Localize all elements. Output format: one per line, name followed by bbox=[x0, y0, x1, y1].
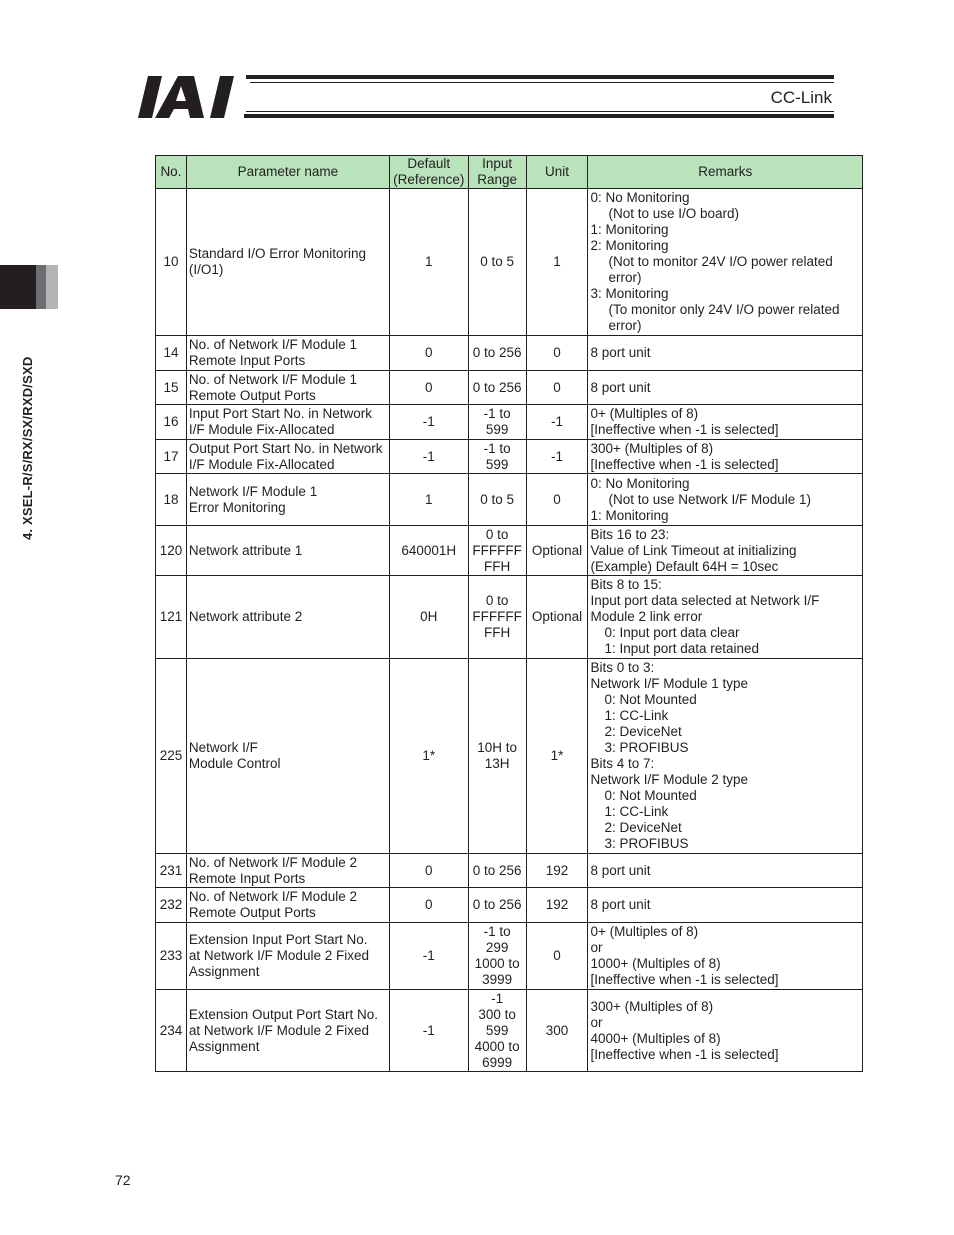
remark-line: 1: CC-Link bbox=[604, 804, 669, 819]
chapter-tab-marker bbox=[0, 265, 36, 309]
table-row bbox=[156, 526, 863, 576]
header-rule-top-thin bbox=[250, 82, 834, 83]
param-no: 231 bbox=[156, 854, 187, 888]
param-no: 233 bbox=[156, 923, 187, 990]
param-no: 14 bbox=[156, 336, 187, 371]
param-unit: -1 bbox=[526, 405, 588, 440]
param-name-line: at Network I/F Module 2 Fixed bbox=[188, 948, 369, 963]
remark-line: 0: Input port data clear bbox=[604, 625, 740, 640]
param-name-line: Module Control bbox=[188, 756, 281, 771]
remark-line: 0: No Monitoring bbox=[590, 190, 690, 205]
param-unit: 1 bbox=[526, 189, 588, 336]
param-unit: 1* bbox=[526, 659, 588, 854]
param-no: 232 bbox=[156, 888, 187, 923]
param-remarks bbox=[588, 659, 863, 854]
param-name-line: Remote Output Ports bbox=[188, 387, 316, 403]
range-line: 0 to 5 bbox=[480, 254, 515, 269]
range-line: FFH bbox=[484, 625, 511, 640]
col-header-no: No. bbox=[156, 156, 187, 189]
range-line: 3999 bbox=[482, 972, 513, 987]
remark-line: 0: Not Mounted bbox=[604, 692, 697, 707]
table-row bbox=[156, 189, 863, 336]
param-name-line: No. of Network I/F Module 1 bbox=[188, 371, 357, 387]
param-remarks bbox=[588, 189, 863, 336]
range-line: FFH bbox=[484, 558, 511, 574]
range-line: 0 to 256 bbox=[472, 897, 522, 912]
col-header-default: Default (Reference) bbox=[389, 156, 468, 189]
param-default: -1 bbox=[389, 440, 468, 474]
param-name-line: No. of Network I/F Module 2 bbox=[188, 889, 357, 904]
table-row bbox=[156, 336, 863, 371]
col-header-parameter-name: Parameter name bbox=[186, 156, 389, 189]
param-name-line: Extension Output Port Start No. bbox=[188, 1006, 378, 1022]
range-line: 300 to bbox=[478, 1006, 516, 1022]
param-name bbox=[186, 888, 389, 923]
param-name-line: I/F Module Fix-Allocated bbox=[188, 422, 335, 437]
param-name-line: Network attribute 2 bbox=[188, 609, 303, 624]
param-no: 234 bbox=[156, 990, 187, 1072]
remark-line: (To monitor only 24V I/O power related bbox=[608, 302, 840, 317]
param-no: 18 bbox=[156, 474, 187, 526]
remark-line: 0: Not Mounted bbox=[604, 788, 697, 803]
header-rule-bottom-thin bbox=[246, 111, 834, 112]
remark-line: Value of Link Timeout at initializing bbox=[590, 542, 797, 558]
remark-line: [Ineffective when -1 is selected] bbox=[590, 456, 779, 472]
remark-line: 300+ (Multiples of 8) bbox=[590, 440, 714, 456]
param-name bbox=[186, 440, 389, 474]
param-name-line: Remote Input Ports bbox=[188, 870, 306, 886]
remark-line: (Not to use Network I/F Module 1) bbox=[608, 491, 812, 507]
param-remarks bbox=[588, 440, 863, 474]
param-input-range bbox=[468, 990, 526, 1072]
param-no: 10 bbox=[156, 189, 187, 336]
range-line: -1 to bbox=[483, 406, 511, 421]
param-default: 0 bbox=[389, 888, 468, 923]
range-line: 599 bbox=[485, 1022, 509, 1038]
param-no: 16 bbox=[156, 405, 187, 440]
table-row bbox=[156, 854, 863, 888]
range-line: 0 to 5 bbox=[480, 491, 515, 507]
table-header-row bbox=[156, 156, 863, 189]
table-row bbox=[156, 923, 863, 990]
chapter-tab-marker-mid bbox=[36, 265, 46, 309]
param-name bbox=[186, 854, 389, 888]
param-name bbox=[186, 336, 389, 371]
param-name bbox=[186, 474, 389, 526]
param-remarks bbox=[588, 371, 863, 405]
param-unit: 0 bbox=[526, 474, 588, 526]
remark-line: 2: DeviceNet bbox=[604, 820, 682, 835]
remark-line: 0+ (Multiples of 8) bbox=[590, 406, 699, 421]
remark-line: Module 2 link error bbox=[590, 609, 703, 624]
remark-line: 1: CC-Link bbox=[604, 708, 669, 723]
range-line: 0 to 256 bbox=[472, 345, 522, 360]
range-line: 0 to 256 bbox=[472, 862, 522, 878]
remark-line: (Not to monitor 24V I/O power related bbox=[608, 254, 833, 269]
param-unit: 192 bbox=[526, 888, 588, 923]
range-line: 10H to bbox=[477, 740, 518, 755]
remark-line: Network I/F Module 2 type bbox=[590, 772, 749, 787]
remark-line: Network I/F Module 1 type bbox=[590, 676, 749, 691]
range-line: 299 bbox=[485, 940, 509, 955]
remark-line: [Ineffective when -1 is selected] bbox=[590, 422, 779, 437]
param-name-line: Assignment bbox=[188, 1038, 260, 1054]
param-name-line: Input Port Start No. in Network bbox=[188, 406, 372, 421]
param-name-line: No. of Network I/F Module 1 bbox=[188, 337, 357, 352]
remark-line: 0: No Monitoring bbox=[590, 475, 690, 491]
param-default: 1* bbox=[389, 659, 468, 854]
page-number: 72 bbox=[115, 1172, 131, 1188]
range-line: 0 to bbox=[485, 526, 509, 542]
param-name bbox=[186, 923, 389, 990]
param-input-range bbox=[468, 371, 526, 405]
remark-line: Bits 0 to 3: bbox=[590, 660, 655, 675]
range-line: 599 bbox=[485, 456, 509, 472]
col-header-remarks: Remarks bbox=[588, 156, 863, 189]
remark-line: 2: DeviceNet bbox=[604, 724, 682, 739]
param-unit: 0 bbox=[526, 923, 588, 990]
param-unit: 0 bbox=[526, 336, 588, 371]
range-line: 0 to bbox=[485, 593, 509, 608]
param-remarks bbox=[588, 474, 863, 526]
range-line: FFFFFF bbox=[472, 542, 522, 558]
param-input-range bbox=[468, 659, 526, 854]
param-unit: 192 bbox=[526, 854, 588, 888]
param-name bbox=[186, 990, 389, 1072]
param-no: 120 bbox=[156, 526, 187, 576]
remark-line: 3: PROFIBUS bbox=[604, 836, 689, 851]
remark-line: 1: Input port data retained bbox=[604, 641, 760, 656]
param-input-range bbox=[468, 440, 526, 474]
param-input-range bbox=[468, 405, 526, 440]
param-input-range bbox=[468, 923, 526, 990]
param-name bbox=[186, 659, 389, 854]
param-unit: -1 bbox=[526, 440, 588, 474]
remark-line: 0+ (Multiples of 8) bbox=[590, 924, 699, 939]
param-name bbox=[186, 371, 389, 405]
param-input-range bbox=[468, 526, 526, 576]
param-input-range bbox=[468, 336, 526, 371]
param-default: 0 bbox=[389, 336, 468, 371]
range-line: 13H bbox=[484, 756, 510, 771]
remark-line: Bits 16 to 23: bbox=[590, 526, 670, 542]
table-row bbox=[156, 405, 863, 440]
remark-line: or bbox=[590, 1014, 603, 1030]
remark-line: 300+ (Multiples of 8) bbox=[590, 998, 714, 1014]
param-name bbox=[186, 526, 389, 576]
param-default: 0H bbox=[389, 576, 468, 659]
table-row bbox=[156, 659, 863, 854]
param-default: -1 bbox=[389, 923, 468, 990]
param-name-line: Extension Input Port Start No. bbox=[188, 932, 368, 947]
param-name-line: Network I/F Module 1 bbox=[188, 483, 318, 499]
remark-line: or bbox=[590, 940, 603, 955]
remark-line: 1000+ (Multiples of 8) bbox=[590, 956, 721, 971]
range-line: -1 bbox=[491, 990, 504, 1006]
param-name bbox=[186, 189, 389, 336]
range-line: 4000 to bbox=[474, 1038, 520, 1054]
col-header-input-range: Input Range bbox=[468, 156, 526, 189]
param-name-line: Remote Output Ports bbox=[188, 905, 316, 920]
range-line: 599 bbox=[485, 422, 509, 437]
param-input-range bbox=[468, 854, 526, 888]
param-input-range bbox=[468, 474, 526, 526]
param-name-line: No. of Network I/F Module 2 bbox=[188, 854, 357, 870]
param-remarks bbox=[588, 923, 863, 990]
table-row bbox=[156, 888, 863, 923]
remark-line: 3: PROFIBUS bbox=[604, 740, 689, 755]
param-name bbox=[186, 576, 389, 659]
remark-line: 1: Monitoring bbox=[590, 222, 669, 237]
iai-logo bbox=[138, 76, 244, 118]
param-no: 225 bbox=[156, 659, 187, 854]
param-remarks bbox=[588, 854, 863, 888]
param-name-line: Error Monitoring bbox=[188, 499, 286, 515]
param-name-line: Standard I/O Error Monitoring bbox=[188, 246, 366, 261]
param-remarks bbox=[588, 576, 863, 659]
range-line: 1000 to bbox=[474, 956, 520, 971]
remark-line: error) bbox=[608, 270, 642, 285]
param-remarks bbox=[588, 336, 863, 371]
remark-line: [Ineffective when -1 is selected] bbox=[590, 1046, 779, 1062]
table-row bbox=[156, 990, 863, 1072]
param-name-line: at Network I/F Module 2 Fixed bbox=[188, 1022, 369, 1038]
param-remarks bbox=[588, 405, 863, 440]
param-default: 1 bbox=[389, 189, 468, 336]
remark-line: Bits 8 to 15: bbox=[590, 577, 662, 592]
remark-line: (Example) Default 64H = 10sec bbox=[590, 558, 779, 574]
table-row bbox=[156, 440, 863, 474]
remark-line: 3: Monitoring bbox=[590, 286, 669, 301]
header-rule-top bbox=[246, 75, 834, 79]
param-default: 0 bbox=[389, 854, 468, 888]
param-default: 1 bbox=[389, 474, 468, 526]
col-header-unit: Unit bbox=[526, 156, 588, 189]
param-name-line: Network attribute 1 bbox=[188, 542, 303, 558]
remark-line: (Not to use I/O board) bbox=[608, 206, 740, 221]
remark-line: Input port data selected at Network I/F bbox=[590, 593, 820, 608]
param-default: 640001H bbox=[389, 526, 468, 576]
param-input-range bbox=[468, 576, 526, 659]
remark-line: 8 port unit bbox=[590, 379, 651, 395]
param-remarks bbox=[588, 888, 863, 923]
param-name-line: Network I/F bbox=[188, 740, 258, 755]
remark-line: 1: Monitoring bbox=[590, 507, 669, 523]
remark-line: 8 port unit bbox=[590, 345, 651, 360]
remark-line: 2: Monitoring bbox=[590, 238, 669, 253]
param-no: 121 bbox=[156, 576, 187, 659]
range-line: 6999 bbox=[482, 1054, 513, 1070]
range-line: -1 to bbox=[483, 440, 511, 456]
param-name-line: Remote Input Ports bbox=[188, 353, 306, 368]
range-line: 0 to 256 bbox=[472, 379, 522, 395]
remark-line: 4000+ (Multiples of 8) bbox=[590, 1030, 721, 1046]
table-row bbox=[156, 474, 863, 526]
param-name-line: Assignment bbox=[188, 964, 260, 979]
chapter-tab-label: 4. XSEL-R/S/RX/SX/RXD/SXD bbox=[20, 356, 35, 540]
param-no: 17 bbox=[156, 440, 187, 474]
chapter-tab-marker-light bbox=[46, 265, 58, 309]
param-unit: 300 bbox=[526, 990, 588, 1072]
param-remarks bbox=[588, 990, 863, 1072]
param-unit: 0 bbox=[526, 371, 588, 405]
section-title: CC-Link bbox=[770, 88, 832, 107]
param-default: 0 bbox=[389, 371, 468, 405]
table-row bbox=[156, 576, 863, 659]
param-remarks bbox=[588, 526, 863, 576]
table-row bbox=[156, 371, 863, 405]
param-input-range bbox=[468, 888, 526, 923]
param-no: 15 bbox=[156, 371, 187, 405]
param-default: -1 bbox=[389, 990, 468, 1072]
param-name-line: I/F Module Fix-Allocated bbox=[188, 456, 335, 472]
param-name-line: (I/O1) bbox=[188, 262, 224, 277]
header-rule-bottom bbox=[244, 114, 834, 118]
param-input-range bbox=[468, 189, 526, 336]
param-name bbox=[186, 405, 389, 440]
remark-line: Bits 4 to 7: bbox=[590, 756, 655, 771]
param-unit: Optional bbox=[526, 526, 588, 576]
param-name-line: Output Port Start No. in Network bbox=[188, 440, 383, 456]
range-line: -1 to bbox=[483, 924, 511, 939]
parameter-table bbox=[155, 155, 863, 1072]
range-line: FFFFFF bbox=[472, 609, 522, 624]
param-default: -1 bbox=[389, 405, 468, 440]
remark-line: 8 port unit bbox=[590, 862, 651, 878]
remark-line: 8 port unit bbox=[590, 897, 651, 912]
param-unit: Optional bbox=[526, 576, 588, 659]
remark-line: [Ineffective when -1 is selected] bbox=[590, 972, 779, 987]
remark-line: error) bbox=[608, 318, 642, 333]
